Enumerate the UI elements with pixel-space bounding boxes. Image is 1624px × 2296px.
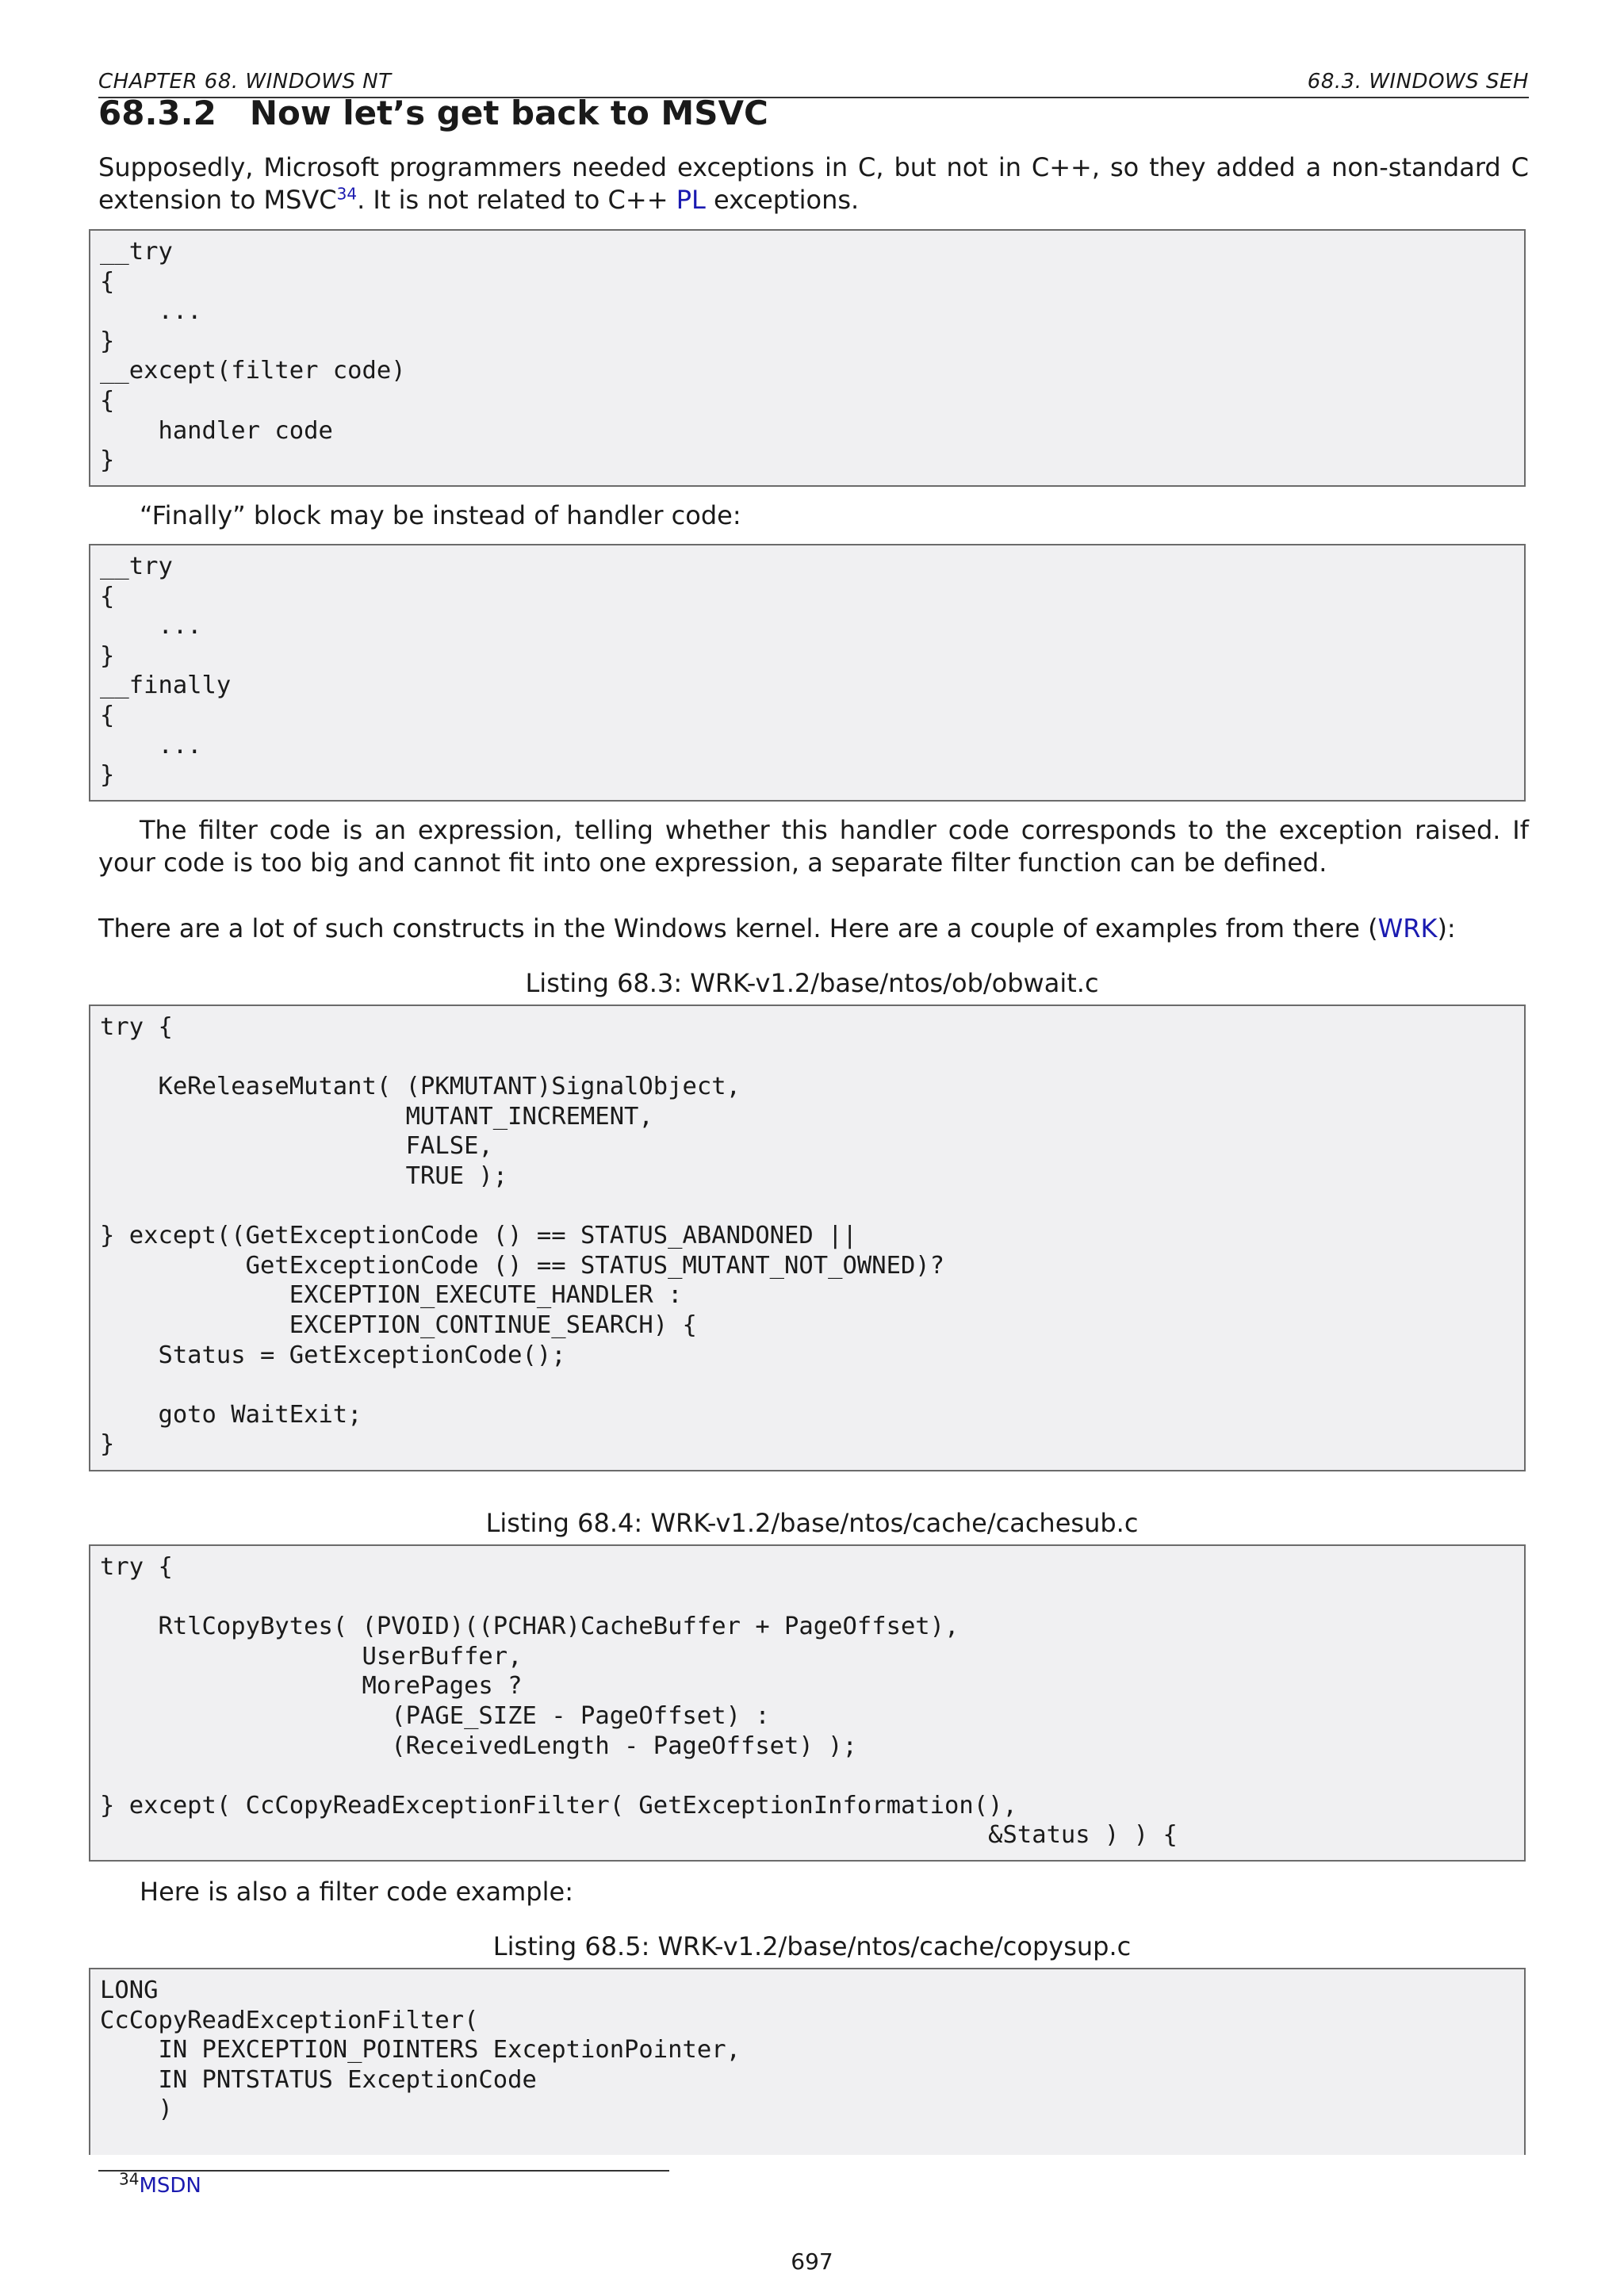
footnote <box>119 2169 201 2198</box>
listing-68-5-caption: Listing 68.5: WRK-v1.2/base/ntos/cache/copysup.c <box>492 1931 1132 1961</box>
listing-68-4-caption: Listing 68.4: WRK-v1.2/base/ntos/cache/cachesub.c <box>485 1508 1139 1538</box>
footnote-divider <box>98 2170 669 2172</box>
msdn-link[interactable]: MSDN <box>139 2174 201 2198</box>
filter-paragraph: The filter code is an expression, telling whether this handler code corresponds to the exception raised. If your code is too big and cannot fit into one expression, a separate filter function can be defined. <box>98 815 1529 878</box>
wrk-glossary-link[interactable]: WRK <box>1377 913 1438 943</box>
kernel-paragraph <box>98 913 1529 945</box>
intro-text-2: . It is not related to C++ <box>357 185 676 215</box>
finally-paragraph: “Finally” block may be instead of handler code: <box>140 500 741 530</box>
header-chapter: CHAPTER 68. WINDOWS NT <box>98 70 392 94</box>
section-heading <box>98 94 768 132</box>
filter-example-paragraph: Here is also a filter code example: <box>140 1877 573 1907</box>
kernel-text-1: There are a lot of such constructs in the Windows kernel. Here are a couple of examples from there ( <box>98 913 1378 943</box>
header-section: 68.3. WINDOWS SEH <box>1307 70 1529 94</box>
kernel-text-2: ): <box>1437 913 1456 943</box>
intro-text-3: exceptions. <box>705 185 860 215</box>
intro-text-1: Supposedly, Microsoft programmers needed exceptions in C, but not in C++, so they added a non-standard C extension to MSVC <box>98 152 1529 215</box>
section-number: 68.3.2 <box>98 94 216 132</box>
code-listing-68-3: try { KeReleaseMutant( (PKMUTANT)SignalObject, MUTANT_INCREMENT, FALSE, TRUE ); } except((GetExceptionCode () == STATUS_ABANDONED || GetExceptionCode () == STATUS_MUTANT_NOT_OWNED)? EXCEPTION_EXECUTE_HANDLER : EXCEPTION_CONTINUE_SEARCH) { Status = GetExceptionCode(); goto WaitExit; } <box>89 1004 1526 1471</box>
intro-paragraph <box>98 151 1529 216</box>
section-title-text: Now let’s get back to MSVC <box>249 94 768 132</box>
code-block-except: __try { ... } __except(filter code) { handler code } <box>89 229 1526 487</box>
code-block-finally: __try { ... } __finally { ... } <box>89 544 1526 802</box>
pl-glossary-link[interactable]: PL <box>676 185 706 215</box>
code-listing-68-4: try { RtlCopyBytes( (PVOID)((PCHAR)CacheBuffer + PageOffset), UserBuffer, MorePages ? (PAGE_SIZE - PageOffset) : (ReceivedLength - PageOffset) ); } except( CcCopyReadExceptionFilter( GetExceptionInformation(), &Status ) ) { <box>89 1544 1526 1862</box>
listing-68-3-caption: Listing 68.3: WRK-v1.2/base/ntos/ob/obwait.c <box>525 968 1099 998</box>
footnote-number: 34 <box>119 2169 140 2189</box>
page-number: 697 <box>791 2248 833 2275</box>
footnote-ref-link[interactable]: 34 <box>336 184 358 204</box>
code-listing-68-5: LONG CcCopyReadExceptionFilter( IN PEXCEPTION_POINTERS ExceptionPointer, IN PNTSTATUS ExceptionCode ) <box>89 1968 1526 2155</box>
